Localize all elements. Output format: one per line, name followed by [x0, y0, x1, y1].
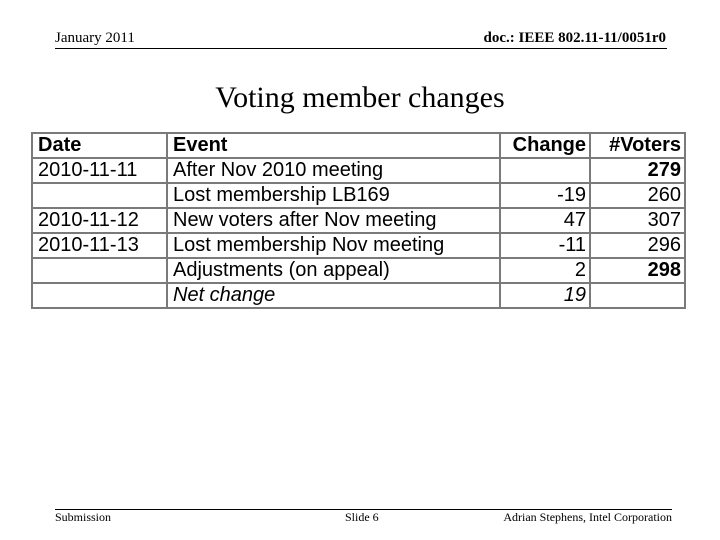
cell-event: New voters after Nov meeting [167, 208, 500, 233]
footer-submission: Submission [55, 510, 112, 524]
cell-date: 2010-11-12 [32, 208, 167, 233]
cell-event: Lost membership LB169 [167, 183, 500, 208]
cell-change: -11 [500, 233, 590, 258]
table-header-row [32, 133, 685, 158]
table-row [32, 258, 685, 283]
footer-slide-number: Slide 6 [345, 510, 379, 524]
voting-changes-table [31, 132, 686, 309]
cell-date [32, 183, 167, 208]
cell-date [32, 258, 167, 283]
cell-date: 2010-11-13 [32, 233, 167, 258]
cell-voters: 298 [590, 258, 685, 283]
cell-voters: 279 [590, 158, 685, 183]
header-doc-id: doc.: IEEE 802.11-11/0051r0 [483, 30, 666, 46]
cell-event: Adjustments (on appeal) [167, 258, 500, 283]
col-header-date: Date [32, 133, 167, 158]
footer-author: Adrian Stephens, Intel Corporation [503, 510, 672, 524]
table-row [32, 158, 685, 183]
cell-change: 2 [500, 258, 590, 283]
cell-voters: 260 [590, 183, 685, 208]
table-row [32, 233, 685, 258]
cell-voters: 307 [590, 208, 685, 233]
cell-date [32, 283, 167, 308]
cell-change: 19 [500, 283, 590, 308]
col-header-voters: #Voters [590, 133, 685, 158]
cell-voters [590, 283, 685, 308]
col-header-change: Change [500, 133, 590, 158]
cell-event: After Nov 2010 meeting [167, 158, 500, 183]
cell-change [500, 158, 590, 183]
cell-date: 2010-11-11 [32, 158, 167, 183]
cell-voters: 296 [590, 233, 685, 258]
cell-change: -19 [500, 183, 590, 208]
header-date: January 2011 [55, 30, 135, 46]
cell-event: Net change [167, 283, 500, 308]
table-row [32, 183, 685, 208]
cell-event: Lost membership Nov meeting [167, 233, 500, 258]
table-row [32, 208, 685, 233]
col-header-event: Event [167, 133, 500, 158]
slide-title: Voting member changes [215, 81, 505, 114]
table-row-net-change [32, 283, 685, 308]
header-rule [55, 48, 667, 49]
cell-change: 47 [500, 208, 590, 233]
